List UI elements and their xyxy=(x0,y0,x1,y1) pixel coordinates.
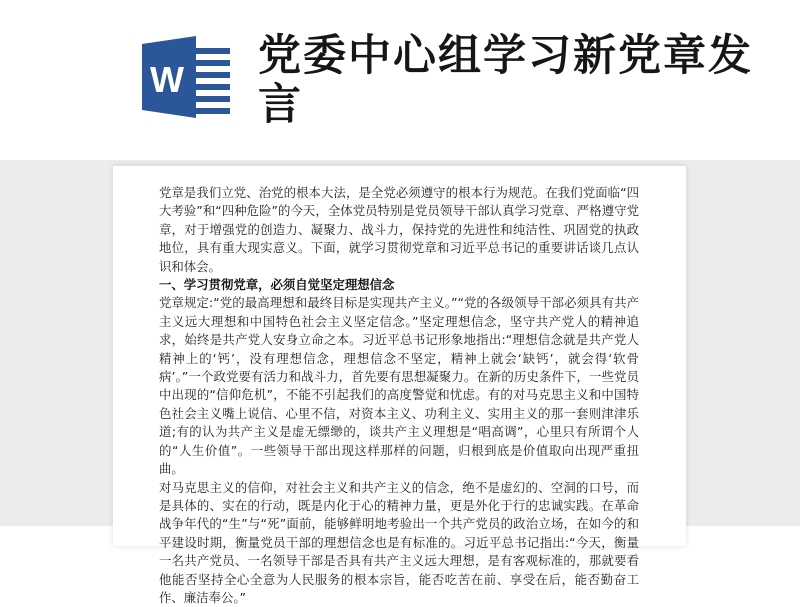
paragraph: 党章规定:“党的最高理想和最终目标是实现共产主义。”“党的各级领导干部必须具有共产主义远大理想和中国特色社会主义坚定信念。”坚定理想信念，坚守共产党人的精神追求，始终是共产党人安身立命之本。习近平总书记形象地指出:“理想信念就是共产党人精神上的‘钙’，没有理想信念，理想信念不坚定，精神上就会‘缺钙’，就会得‘软骨病’。”一个政党要有活力和战斗力，首先要有思想凝聚力。在新的历史条件下，一些党员中出现的“信仰危机”，不能不引起我们的高度警觉和忧虑。有的对马克思主义和中国特色社会主义嘴上说信、心里不信，对资本主义、功利主义、实用主义的那一套则津津乐道;有的认为共产主义是虚无缥缈的，谈共产主义理想是“唱高调”，心里只有所谓个人的“人生价值”。一些领导干部出现这样那样的问题，归根到底是价值取向出现严重扭曲。 xyxy=(159,294,639,478)
paragraph: 对马克思主义的信仰，对社会主义和共产主义的信念，绝不是虚幻的、空洞的口号，而是具体的、实在的行动，既是内化于心的精神力量，更是外化于行的忠诚实践。在革命战争年代的“生”与“死”面前，能够鲜明地考验出一个共产党员的政治立场，在如今的和平建设时期，衡量党员干部的理想信念也是有标准的。习近平总书记指出:“今天，衡量一名共产党员、一名领导干部是否具有共产主义远大理想，是有客观标准的，那就要看他能否坚持全心全意为人民服务的根本宗旨，能否吃苦在前、享受在后，能否勤奋工作、廉洁奉公。” xyxy=(159,479,639,607)
document-body xyxy=(159,184,639,607)
word-document-icon xyxy=(142,34,232,120)
page-title: 党委中心组学习新党章发言 xyxy=(258,32,778,130)
word-icon-letter: W xyxy=(150,59,184,100)
document-header xyxy=(0,0,800,170)
paragraph: 党章是我们立党、治党的根本大法，是全党必须遵守的根本行为规范。在我们党面临“四大考验”和“四种危险”的今天，全体党员特别是党员领导干部认真学习党章、严格遵守党章，对于增强党的创造力、凝聚力、战斗力，保持党的先进性和纯洁性、巩固党的执政地位，具有重大现实意义。下面，就学习贯彻党章和习近平总书记的重要讲话谈几点认识和体会。 xyxy=(159,184,639,276)
section-heading: 一、学习贯彻党章，必须自觉坚定理想信念 xyxy=(159,276,639,294)
